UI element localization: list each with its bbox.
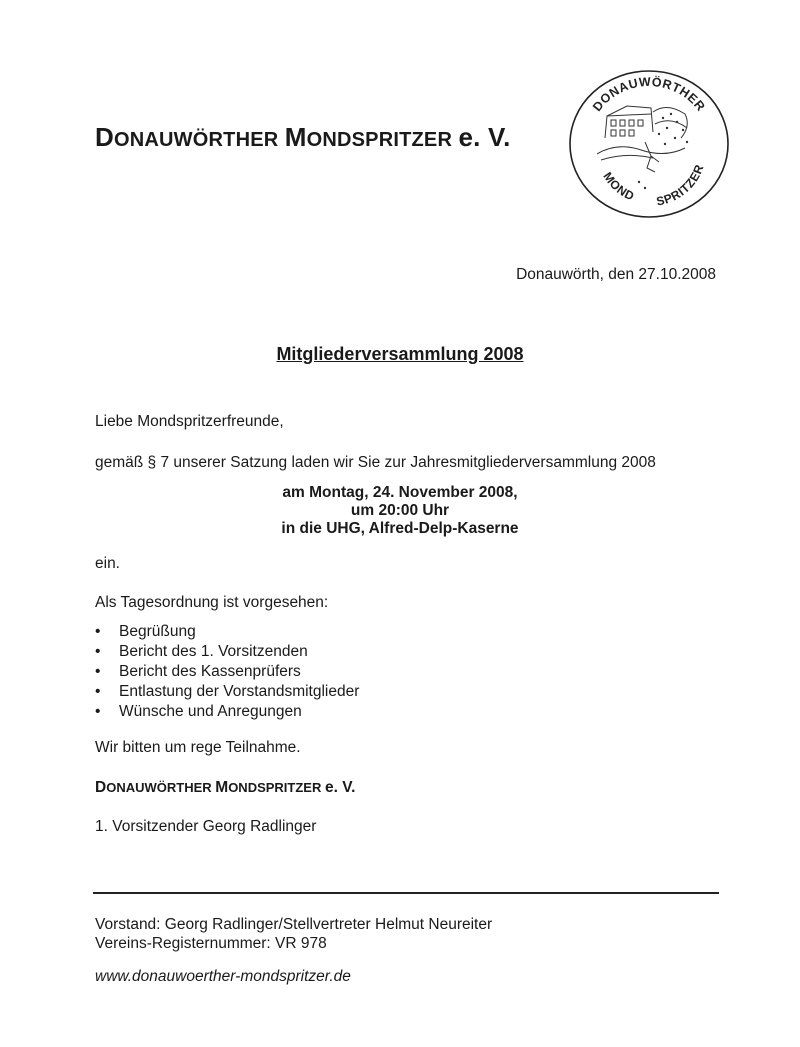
letter-date: Donauwörth, den 27.10.2008 <box>516 266 716 283</box>
agenda-item: • Bericht des 1. Vorsitzenden <box>95 642 359 662</box>
agenda-intro: Als Tagesordnung ist vorgesehen: <box>95 594 329 611</box>
invitation-intro: gemäß § 7 unserer Satzung laden wir Sie zur Jahresmitgliederversammlung 2008 <box>95 454 656 471</box>
event-details <box>0 484 800 538</box>
signature-organization: DONAUWÖRTHER MONDSPRITZER e. V. <box>95 779 356 796</box>
agenda-item: • Bericht des Kassenprüfers <box>95 662 359 682</box>
agenda-item: • Begrüßung <box>95 622 359 642</box>
event-location-line: in die UHG, Alfred-Delp-Kaserne <box>281 520 519 537</box>
agenda-item: • Wünsche und Anregungen <box>95 702 359 722</box>
closing-request: Wir bitten um rege Teilnahme. <box>95 739 301 756</box>
club-seal-logo <box>567 68 731 220</box>
event-date-line: am Montag, 24. November 2008, <box>282 484 518 501</box>
invitation-closing-word: ein. <box>95 555 120 572</box>
svg-text:SPRITZER: SPRITZER <box>655 162 707 209</box>
event-time-line: um 20:00 Uhr <box>350 502 450 519</box>
salutation: Liebe Mondspritzerfreunde, <box>95 413 284 430</box>
footer-board: Vorstand: Georg Radlinger/Stellvertreter Helmut Neureiter <box>95 916 493 933</box>
agenda-list <box>95 622 359 722</box>
footer-register-number: Vereins-Registernummer: VR 978 <box>95 935 327 952</box>
footer-divider <box>93 892 719 894</box>
footer-website-link[interactable]: www.donauwoerther-mondspritzer.de <box>95 968 351 985</box>
agenda-item: • Entlastung der Vorstandsmitglieder <box>95 682 359 702</box>
organization-title: DONAUWÖRTHER MONDSPRITZER e. V. <box>95 122 511 152</box>
svg-text:MOND: MOND <box>600 169 637 204</box>
document-title: Mitgliederversammlung 2008 <box>276 344 524 364</box>
signatory: 1. Vorsitzender Georg Radlinger <box>95 818 317 835</box>
svg-text:DONAUWÖRTHER: DONAUWÖRTHER <box>590 74 708 115</box>
